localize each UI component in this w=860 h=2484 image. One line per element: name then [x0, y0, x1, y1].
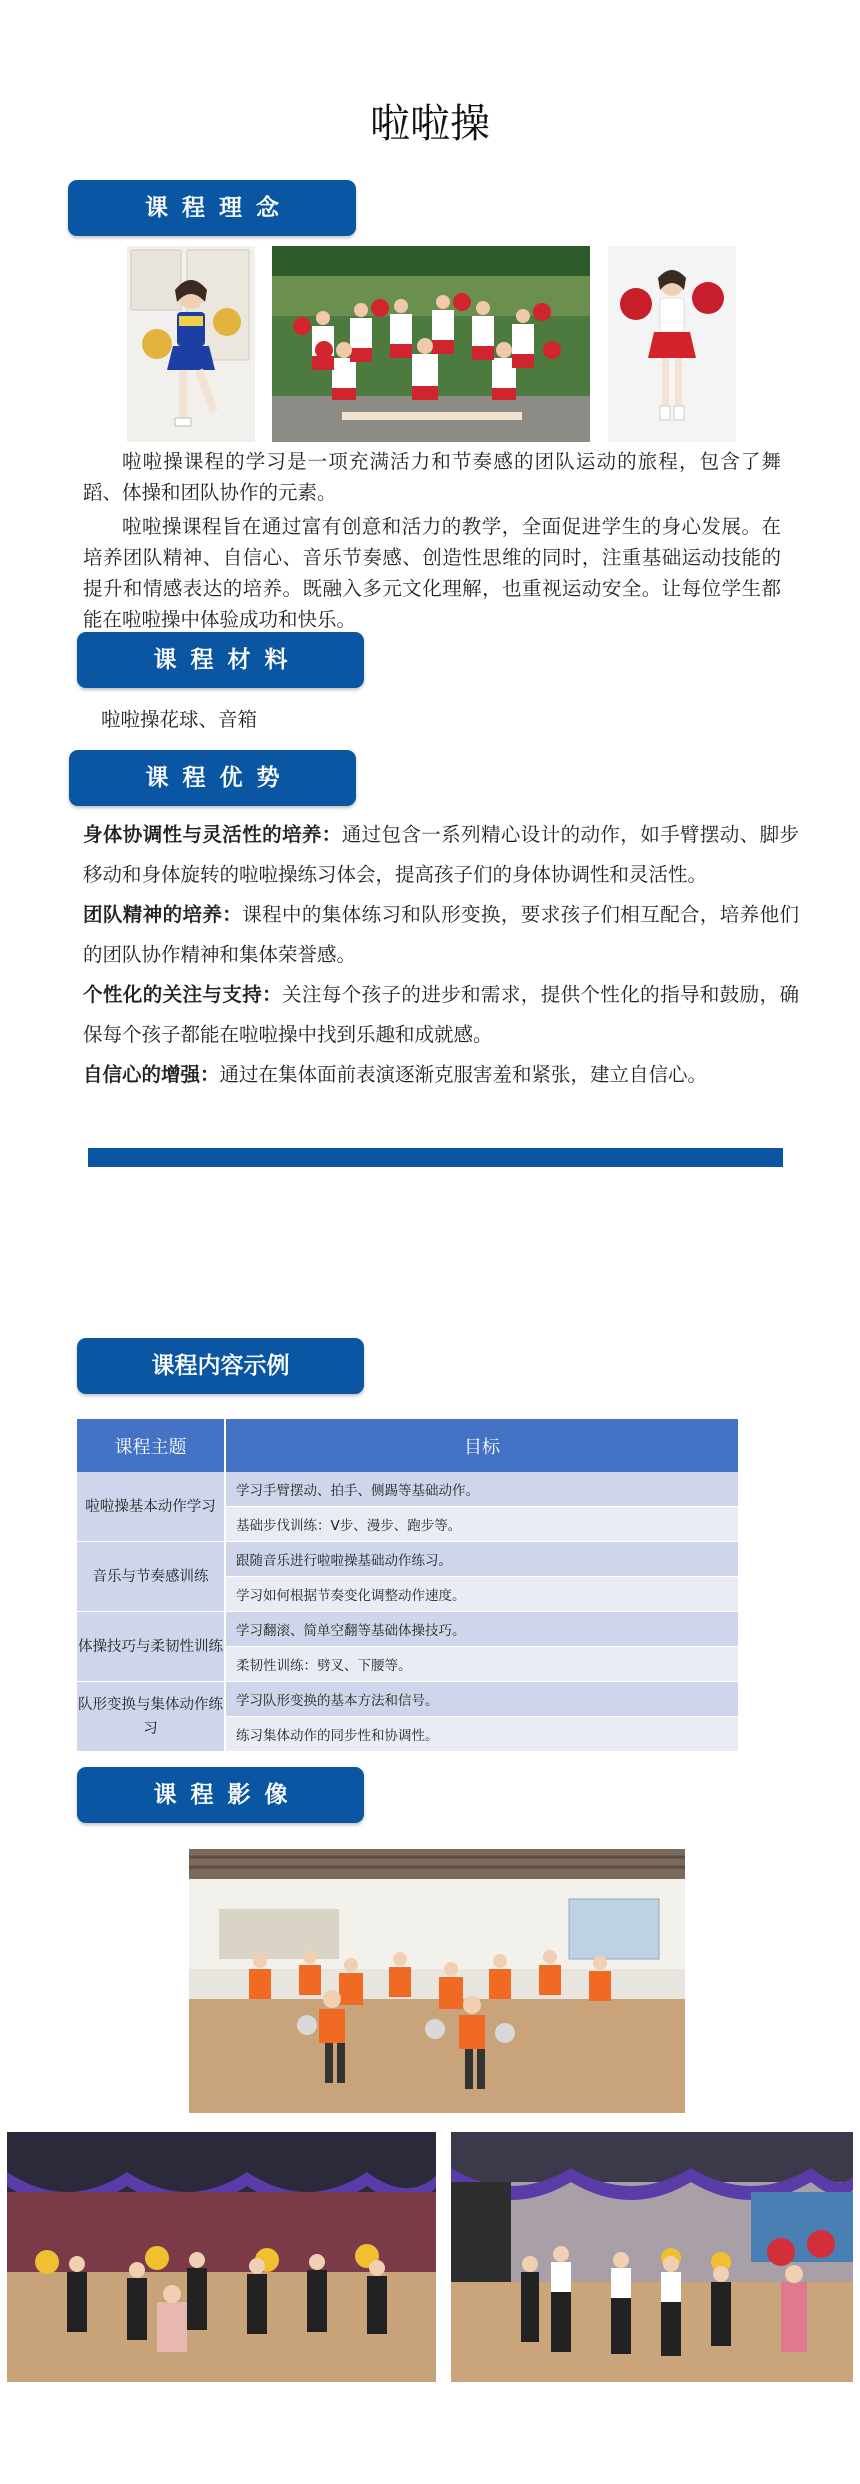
content-heading: 课程内容示例: [77, 1338, 364, 1394]
section-divider-bar: [88, 1148, 783, 1167]
gallery-photo-hall-right: [451, 2132, 853, 2382]
table-header-goal: 目标: [226, 1419, 738, 1472]
advantages-list: [83, 815, 799, 1095]
advantage-item: [83, 975, 799, 1055]
advantage-label: 身体协调性与灵活性的培养：: [83, 823, 342, 846]
table-cell-goal: 学习如何根据节奏变化调整动作速度。: [226, 1577, 738, 1612]
course-content-table: [77, 1419, 738, 1752]
page-title: 啦啦操: [370, 101, 490, 147]
table-cell-goal: 练习集体动作的同步性和协调性。: [226, 1717, 738, 1752]
table-cell-topic: 音乐与节奏感训练: [77, 1542, 226, 1612]
table-cell-topic: 啦啦操基本动作学习: [77, 1472, 226, 1542]
advantages-heading: 课程优势: [69, 750, 356, 806]
table-cell-topic: 体操技巧与柔韧性训练: [77, 1612, 226, 1682]
table-header-topic: 课程主题: [77, 1419, 226, 1472]
table-header-row: [77, 1419, 738, 1472]
gallery-heading: 课程影像: [77, 1767, 364, 1823]
table-cell-goal: 学习队形变换的基本方法和信号。: [226, 1682, 738, 1717]
advantage-item: [83, 1055, 799, 1095]
table-row: [77, 1682, 738, 1717]
table-cell-goal: 学习翻滚、简单空翻等基础体操技巧。: [226, 1612, 738, 1647]
materials-heading: 课程材料: [77, 632, 364, 688]
advantage-text: 课程中的集体练习和队形变换，要求孩子们相互配合，培养他们的团队协作精神和集体荣誉感。: [83, 903, 799, 966]
cheerleader-photo-blue: [127, 246, 255, 442]
gallery-photo-classroom: [189, 1849, 685, 2113]
table-cell-goal: 学习手臂摆动、拍手、侧踢等基础动作。: [226, 1472, 738, 1507]
table-cell-goal: 柔韧性训练：劈叉、下腰等。: [226, 1647, 738, 1682]
advantage-text: 通过包含一系列精心设计的动作，如手臂摆动、脚步移动和身体旋转的啦啦操练习体会，提高孩子们的身体协调性和灵活性。: [83, 823, 799, 886]
gallery-photo-hall-left: [7, 2132, 436, 2382]
advantage-item: [83, 895, 799, 975]
table-cell-goal: 基础步伐训练：V步、漫步、跑步等。: [226, 1507, 738, 1542]
cheerleader-photo-red: [608, 246, 736, 442]
concept-paragraph-1: 啦啦操课程的学习是一项充满活力和节奏感的团队运动的旅程，包含了舞蹈、体操和团队协作的元素。: [83, 450, 781, 504]
table-row: [77, 1612, 738, 1647]
advantage-text: 关注每个孩子的进步和需求，提供个性化的指导和鼓励，确保每个孩子都能在啦啦操中找到乐趣和成就感。: [83, 983, 799, 1046]
advantage-label: 自信心的增强：: [83, 1063, 220, 1086]
concept-paragraph-2: 啦啦操课程旨在通过富有创意和活力的教学，全面促进学生的身心发展。在培养团队精神、自信心、音乐节奏感、创造性思维的同时，注重基础运动技能的提升和情感表达的培养。既融入多元文化理解，也重视运动安全。让每位学生都能在啦啦操中体验成功和快乐。: [83, 515, 781, 631]
table-cell-topic: 队形变换与集体动作练习: [77, 1682, 226, 1752]
advantage-label: 个性化的关注与支持：: [83, 983, 282, 1006]
cheerleader-group-photo: [272, 246, 590, 442]
concept-body: [83, 446, 781, 635]
materials-text: 啦啦操花球、音箱: [101, 708, 258, 731]
table-row: [77, 1472, 738, 1507]
concept-heading: 课程理念: [68, 180, 356, 236]
advantage-label: 团队精神的培养：: [83, 903, 243, 926]
table-cell-goal: 跟随音乐进行啦啦操基础动作练习。: [226, 1542, 738, 1577]
table-row: [77, 1542, 738, 1577]
advantage-text: 通过在集体面前表演逐渐克服害羞和紧张，建立自信心。: [219, 1063, 708, 1086]
advantage-item: [83, 815, 799, 895]
